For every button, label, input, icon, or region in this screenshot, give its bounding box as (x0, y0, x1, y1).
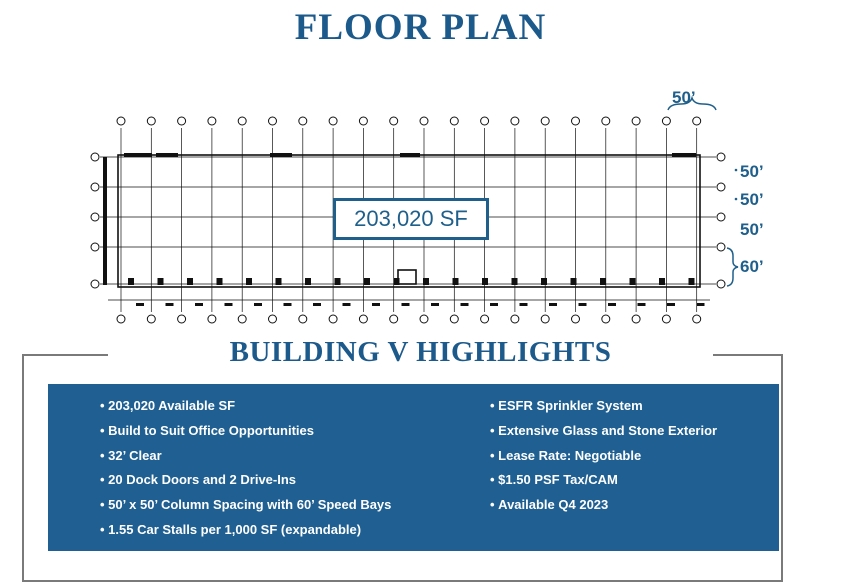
highlight-item: • Build to Suit Office Opportunities (100, 421, 391, 446)
dock-stall (166, 303, 174, 306)
grid-bubble (178, 315, 186, 323)
grid-bubble (238, 117, 246, 125)
grid-bubble (717, 153, 725, 161)
highlight-item: • 50’ x 50’ Column Spacing with 60’ Speed Bays (100, 495, 391, 520)
dock-stall (579, 303, 587, 306)
grid-bubble (602, 117, 610, 125)
grid-bubble (359, 117, 367, 125)
highlight-item: • ESFR Sprinkler System (490, 396, 717, 421)
grid-bubble (662, 117, 670, 125)
dock-door (630, 278, 636, 285)
highlight-item: • 1.55 Car Stalls per 1,000 SF (expandable) (100, 520, 391, 545)
highlight-item: • 20 Dock Doors and 2 Drive-Ins (100, 470, 391, 495)
dock-stall (697, 303, 705, 306)
grid-bubble (91, 153, 99, 161)
dock-door (423, 278, 429, 285)
dock-stall (520, 303, 528, 306)
grid-bubble (632, 315, 640, 323)
dimension-label-right-4: 60’ (740, 257, 764, 276)
dock-stall (225, 303, 233, 306)
grid-bubble (91, 243, 99, 251)
dock-door (276, 278, 282, 285)
dock-stall (402, 303, 410, 306)
west-wall-detail (103, 157, 107, 285)
dock-stall (195, 303, 203, 306)
grid-bubble (481, 117, 489, 125)
highlights-left-list (100, 396, 391, 545)
grid-bubble (602, 315, 610, 323)
dock-stall (608, 303, 616, 306)
grid-bubble (178, 117, 186, 125)
grid-bubble (269, 315, 277, 323)
grid-bubble (572, 117, 580, 125)
grid-bubble (329, 117, 337, 125)
dock-door (246, 278, 252, 285)
dock-door (453, 278, 459, 285)
grid-bubble (359, 315, 367, 323)
grid-bubble (269, 117, 277, 125)
grid-bubble (541, 117, 549, 125)
grid-bubble (717, 280, 725, 288)
grid-bubble (481, 315, 489, 323)
highlight-item: • 32’ Clear (100, 446, 391, 471)
dock-door (187, 278, 193, 285)
dock-stall (638, 303, 646, 306)
dock-door (305, 278, 311, 285)
grid-bubble (91, 183, 99, 191)
grid-bubble (541, 315, 549, 323)
grid-bubble (693, 315, 701, 323)
grid-bubble (238, 315, 246, 323)
highlight-item: • Extensive Glass and Stone Exterior (490, 421, 717, 446)
dimension-label-right-1: 50’ (740, 162, 764, 181)
grid-bubble (147, 315, 155, 323)
grid-bubble (662, 315, 670, 323)
grid-bubble (717, 243, 725, 251)
dock-door (659, 278, 665, 285)
grid-bubble (117, 117, 125, 125)
dock-stall (549, 303, 557, 306)
dock-door (335, 278, 341, 285)
grid-bubble (390, 117, 398, 125)
dock-door (217, 278, 223, 285)
dock-stall (343, 303, 351, 306)
storefront-glass (400, 153, 420, 157)
grid-bubble (299, 117, 307, 125)
dock-stall (461, 303, 469, 306)
highlight-item: • Available Q4 2023 (490, 495, 717, 520)
grid-bubble (717, 183, 725, 191)
highlight-item: • $1.50 PSF Tax/CAM (490, 470, 717, 495)
grid-bubble (717, 213, 725, 221)
dock-stall (284, 303, 292, 306)
dimension-label-top: 50’ (672, 88, 696, 107)
dock-door (512, 278, 518, 285)
grid-bubble (147, 117, 155, 125)
grid-bubble (632, 117, 640, 125)
area-label: 203,020 SF (333, 198, 489, 240)
grid-bubble (420, 117, 428, 125)
dimension-brace-right (727, 248, 738, 286)
storefront-glass (270, 153, 292, 157)
grid-bubble (208, 117, 216, 125)
dock-stall (667, 303, 675, 306)
dimension-label-right-3: 50’ (740, 220, 764, 239)
grid-bubble (299, 315, 307, 323)
dock-door (158, 278, 164, 285)
dock-door (364, 278, 370, 285)
grid-bubble (91, 213, 99, 221)
storefront-glass (124, 153, 152, 157)
highlights-panel (48, 384, 779, 551)
dock-stall (313, 303, 321, 306)
dock-door (482, 278, 488, 285)
grid-bubble (693, 117, 701, 125)
grid-bubble (511, 315, 519, 323)
highlight-item: • Lease Rate: Negotiable (490, 446, 717, 471)
dock-stall (372, 303, 380, 306)
grid-bubble (450, 315, 458, 323)
storefront-glass (672, 153, 696, 157)
dock-door (600, 278, 606, 285)
grid-bubble (511, 117, 519, 125)
grid-bubble (390, 315, 398, 323)
grid-bubble (572, 315, 580, 323)
dock-door (541, 278, 547, 285)
highlights-title: BUILDING V HIGHLIGHTS (229, 336, 612, 368)
grid-bubble (91, 280, 99, 288)
storefront-glass (156, 153, 178, 157)
dimension-label-right-2: 50’ (740, 190, 764, 209)
dock-door (128, 278, 134, 285)
dock-stall (490, 303, 498, 306)
dock-door (571, 278, 577, 285)
highlight-item: • 203,020 Available SF (100, 396, 391, 421)
dock-stall (254, 303, 262, 306)
dock-stall (431, 303, 439, 306)
dock-door (689, 278, 695, 285)
dock-stall (136, 303, 144, 306)
highlights-right-list (490, 396, 717, 520)
drive-in-door (398, 270, 416, 284)
grid-bubble (329, 315, 337, 323)
grid-bubble (117, 315, 125, 323)
page-title: FLOOR PLAN (294, 7, 547, 48)
grid-bubble (450, 117, 458, 125)
grid-bubble (208, 315, 216, 323)
grid-bubble (420, 315, 428, 323)
dock-door (394, 278, 400, 285)
